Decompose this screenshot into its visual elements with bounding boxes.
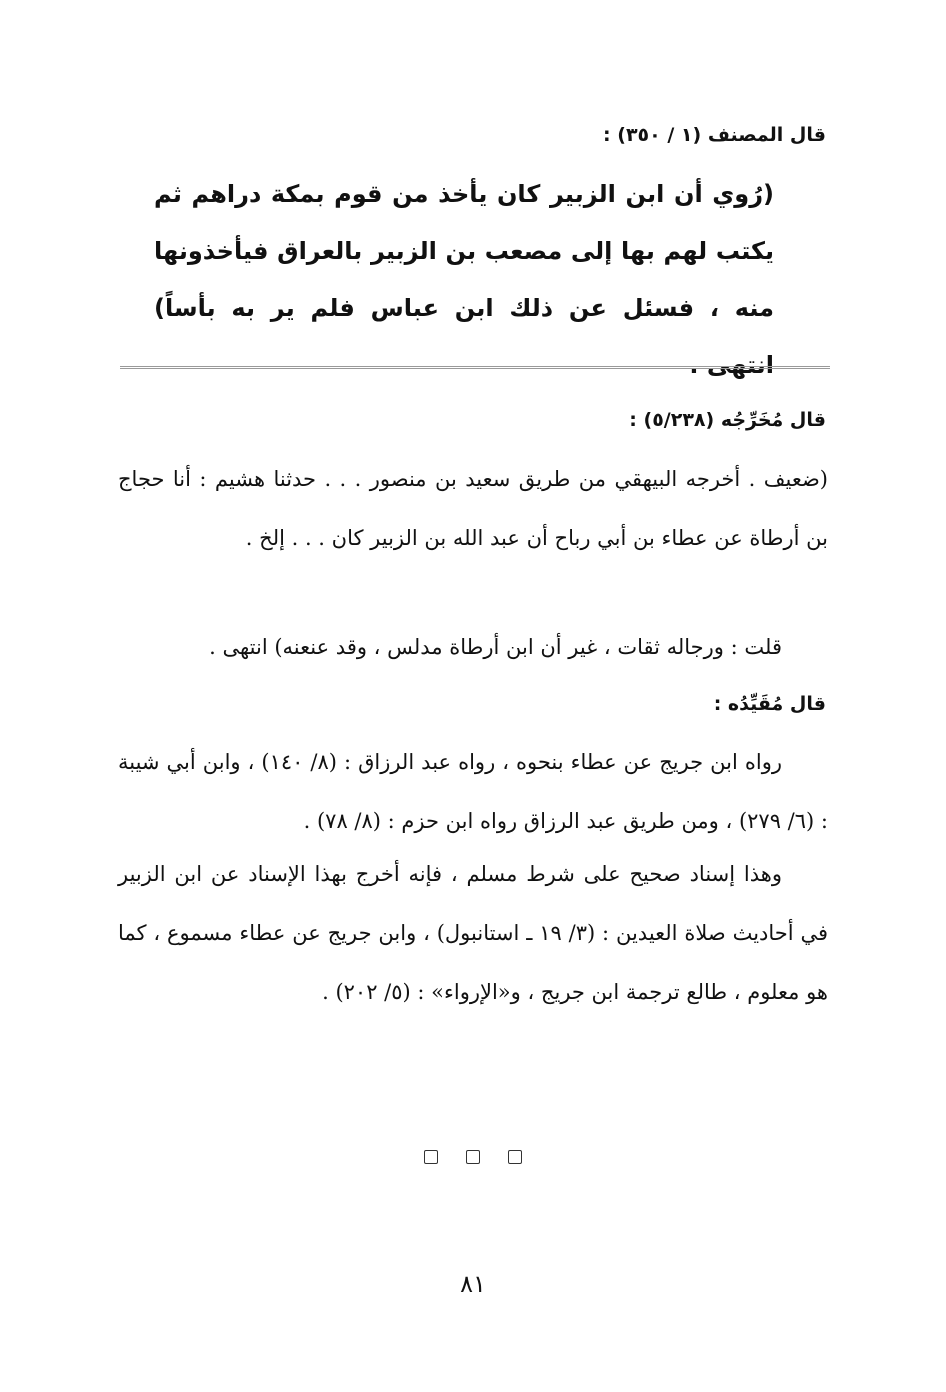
muqayyid-paragraph-1: رواه ابن جريج عن عطاء بنحوه ، رواه عبد الرزاق : (٨/ ١٤٠) ، وابن أبي شيبة : (٦/ ٢٧٩) ، ومن طريق عبد الرزاق رواه ابن حزم : (٨/ ٧٨) . (118, 750, 828, 833)
muqayyid-paragraph-2: وهذا إسناد صحيح على شرط مسلم ، فإنه أخرج بهذا الإسناد عن ابن الزبير في أحاديث صلاة العيدين : (٣/ ١٩ ـ استانبول) ، وابن جريج عن عطاء مسموع ، كما هو معلوم ، طالع ترجمة ابن جريج ، و«الإرواء» : (٥/ ٢٠٢) . (118, 862, 829, 1004)
page-number: ٨١ (460, 1270, 486, 1298)
takhrij-paragraph: (ضعيف . أخرجه البيهقي من طريق سعيد بن منصور . . . حدثنا هشيم : أنا حجاج بن أرطاة عن عطاء بن أبي رباح أن عبد الله بن الزبير كان . . . إلخ . (118, 467, 828, 550)
section-end-markers (0, 1150, 946, 1164)
author-quote: (رُوي أن ابن الزبير كان يأخذ من قوم بمكة دراهم ثم يكتب لهم بها إلى مصعب بن الزبير بالعراق فيأخذونها منه ، فسئل عن ذلك ابن عباس فلم ير به بأساً) انتهى . (154, 180, 774, 379)
takhrij-comment: قلت : ورجاله ثقات ، غير أن ابن أرطاة مدلس ، وقد عنعنه) انتهى . (209, 635, 782, 659)
section-heading-muqayyid: قال مُقَيِّدُه : (713, 693, 826, 715)
square-marker-icon (466, 1150, 480, 1164)
section-heading-author: قال المصنف (١ / ٣٥٠) : (603, 124, 826, 146)
section-heading-takhrij: قال مُخَرِّجُه (٥/٢٣٨) : (629, 409, 826, 431)
square-marker-icon (508, 1150, 522, 1164)
section-divider (120, 366, 830, 369)
square-marker-icon (424, 1150, 438, 1164)
